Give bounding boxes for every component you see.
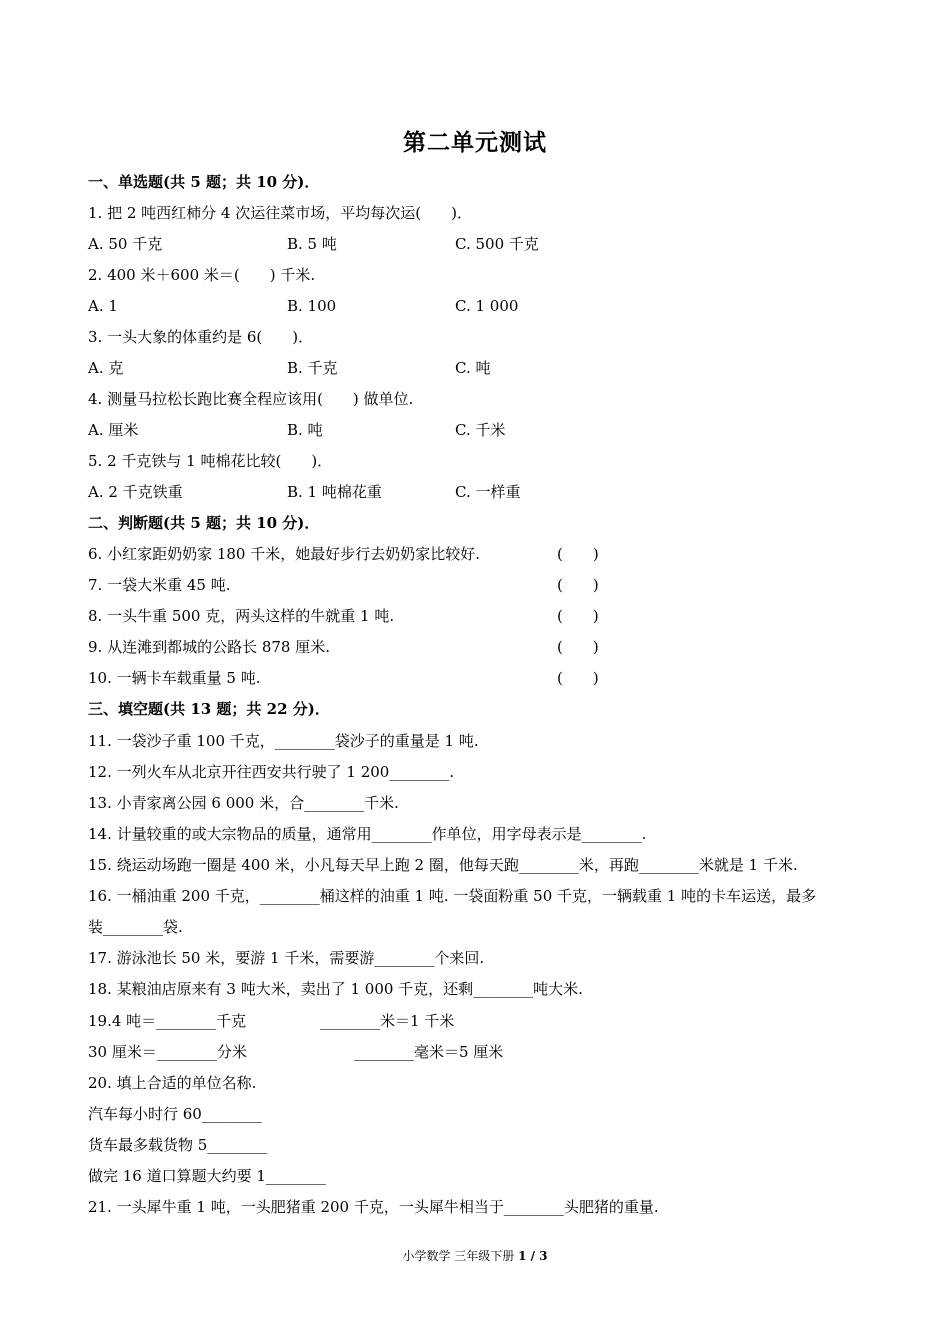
q3-option-c: C. 吨 <box>455 359 491 377</box>
question-10: 10. 一辆卡车载重量 5 吨. <box>88 669 261 687</box>
q2-option-b: B. 100 <box>287 297 337 315</box>
question-17: 17. 游泳池长 50 米，要游 1 千米，需要游________个来回. <box>88 949 485 967</box>
question-21: 21. 一头犀牛重 1 吨，一头肥猪重 200 千克，一头犀牛相当于________头肥猪的重量. <box>88 1198 659 1216</box>
q4-option-a: A. 厘米 <box>88 421 139 439</box>
question-19-part-d: ________毫米＝5 厘米 <box>354 1043 504 1061</box>
section-heading-single-choice: 一、单选题(共 5 题；共 10 分)． <box>88 173 320 191</box>
question-20-item-c: 做完 16 道口算题大约要 1________ <box>88 1167 326 1185</box>
question-1: 1. 把 2 吨西红柿分 4 次运往菜市场，平均每次运( )． <box>88 204 472 222</box>
footer-subject: 小学数学 三年级下册 <box>402 1249 519 1263</box>
question-4: 4. 测量马拉松长跑比赛全程应该用( ) 做单位. <box>88 390 414 408</box>
question-2: 2. 400 米＋600 米＝( ) 千米. <box>88 266 316 284</box>
q3-option-a: A. 克 <box>88 359 124 377</box>
question-6: 6. 小红家距奶奶家 180 千米，她最好步行去奶奶家比较好. <box>88 545 481 563</box>
q3-option-b: B. 千克 <box>287 359 338 377</box>
question-9: 9. 从连滩到都城的公路长 878 厘米. <box>88 638 331 656</box>
q1-option-a: A. 50 千克 <box>88 235 163 253</box>
question-12: 12. 一列火车从北京开往西安共行驶了 1 200________. <box>88 763 455 781</box>
q1-option-c: C. 500 千克 <box>455 235 539 253</box>
q4-option-c: C. 千米 <box>455 421 506 439</box>
q5-option-b: B. 1 吨棉花重 <box>287 483 382 501</box>
question-7: 7. 一袋大米重 45 吨. <box>88 576 231 594</box>
question-8: 8. 一头牛重 500 克，两头这样的牛就重 1 吨. <box>88 607 395 625</box>
question-16-continued: 装________袋. <box>88 918 183 936</box>
q2-option-a: A. 1 <box>88 297 118 315</box>
section-heading-true-false: 二、判断题(共 5 题；共 10 分)． <box>88 514 320 532</box>
question-11: 11. 一袋沙子重 100 千克，________袋沙子的重量是 1 吨. <box>88 732 479 750</box>
question-3: 3. 一头大象的体重约是 6( )． <box>88 328 314 346</box>
q1-option-b: B. 5 吨 <box>287 235 337 253</box>
question-18: 18. 某粮油店原来有 3 吨大米，卖出了 1 000 千克，还剩________吨大米. <box>88 980 583 998</box>
q4-option-b: B. 吨 <box>287 421 323 439</box>
page-number: 1 / 3 <box>518 1249 548 1263</box>
question-20-item-b: 货车最多载货物 5________ <box>88 1136 268 1154</box>
question-20: 20. 填上合适的单位名称. <box>88 1074 257 1092</box>
answer-parentheses: ( ) <box>557 607 599 625</box>
question-5: 5. 2 千克铁与 1 吨棉花比较( )． <box>88 452 333 470</box>
q5-option-a: A. 2 千克铁重 <box>88 483 183 501</box>
question-15: 15. 绕运动场跑一圈是 400 米，小凡每天早上跑 2 圈，他每天跑________米，再跑________米就是 1 千米. <box>88 856 798 874</box>
answer-parentheses: ( ) <box>557 545 599 563</box>
answer-parentheses: ( ) <box>557 576 599 594</box>
question-19-part-c: 30 厘米＝________分米 <box>88 1043 247 1061</box>
question-19-part-b: ________米＝1 千米 <box>320 1012 455 1030</box>
page-title: 第二单元测试 <box>403 129 547 156</box>
page-footer <box>0 1247 950 1264</box>
q5-option-c: C. 一样重 <box>455 483 521 501</box>
question-19-part-a: 19.4 吨＝________千克 <box>88 1012 247 1030</box>
question-20-item-a: 汽车每小时行 60________ <box>88 1105 262 1123</box>
answer-parentheses: ( ) <box>557 638 599 656</box>
question-13: 13. 小青家离公园 6 000 米，合________千米. <box>88 794 399 812</box>
question-16: 16. 一桶油重 200 千克，________桶这样的油重 1 吨. 一袋面粉重 50 千克，一辆载重 1 吨的卡车运送，最多 <box>88 887 817 905</box>
question-14: 14. 计量较重的或大宗物品的质量，通常用________作单位，用字母表示是________. <box>88 825 647 843</box>
q2-option-c: C. 1 000 <box>455 297 519 315</box>
answer-parentheses: ( ) <box>557 669 599 687</box>
section-heading-fill-blank: 三、填空题(共 13 题；共 22 分)． <box>88 700 330 718</box>
